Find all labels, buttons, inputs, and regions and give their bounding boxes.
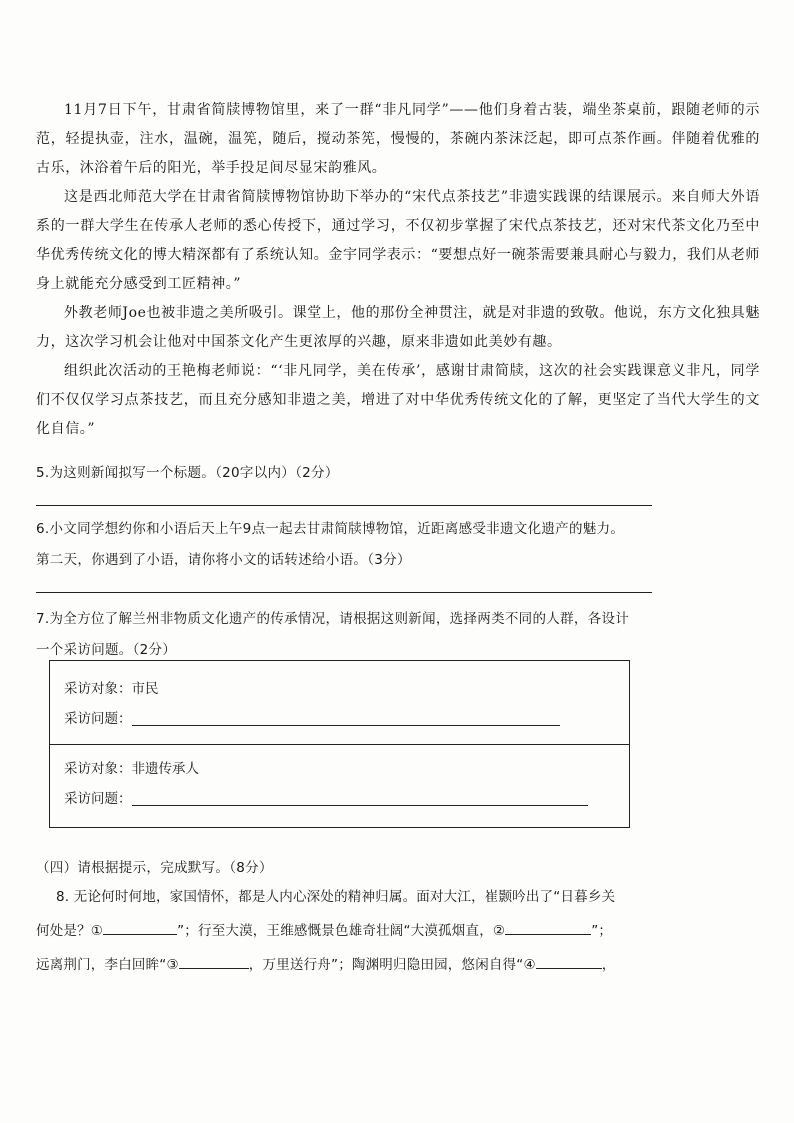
- interview-divider: [50, 744, 629, 745]
- blank-1[interactable]: [103, 920, 177, 935]
- q8-line-2-b: ”；行至大漠，王维感慨景色雄奇壮阔“大漠孤烟直，②: [177, 923, 506, 939]
- question-7: [36, 604, 756, 666]
- q8-line-2-a: 何处是？①: [36, 923, 104, 939]
- question-5: 5.为这则新闻拟写一个标题。（20字以内）（2分）: [36, 465, 339, 481]
- q8-line-3-b: ，万里送行舟”；陶渊明归隐田园，悠闲自得“④: [248, 957, 536, 973]
- q8-line-3-a: 远离荆门，李白回眸“③: [36, 957, 179, 973]
- q8-line-2: [36, 914, 760, 948]
- interview-table: [49, 660, 630, 828]
- blank-2[interactable]: [505, 920, 591, 935]
- interview-question-2-blank[interactable]: [132, 805, 588, 806]
- q8-line-3-c: ，: [601, 957, 616, 973]
- q5-answer-line[interactable]: [36, 505, 652, 506]
- q7-line-2: 一个采访问题。（2分）: [36, 642, 177, 658]
- blank-3[interactable]: [179, 954, 249, 969]
- news-article: [36, 96, 760, 444]
- q8-line-3: [36, 948, 760, 982]
- news-paragraph-2: 这是西北师范大学在甘肃省简牍博物馆协助下举办的“宋代点茶技艺”非遗实践课的结课展示。来自师大外语系的一群大学生在传承人老师的悉心传授下，通过学习，不仅初步掌握了宋代点茶技艺，还对宋代茶文化乃至中华优秀传统文化的博大精深都有了系统认知。金宇同学表示：“要想点好一碗茶需要兼具耐心与毅力，我们从老师身上就能充分感受到工匠精神。”: [36, 189, 760, 292]
- interview-target-2: 采访对象：非遗传承人: [64, 761, 199, 777]
- section-4-heading: （四）请根据提示，完成默写。（8分）: [36, 860, 273, 876]
- question-6: [36, 514, 756, 576]
- q8-line-2-c: ”；: [591, 923, 613, 939]
- q7-line-1: 7.为全方位了解兰州非物质文化遗产的传承情况，请根据这则新闻，选择两类不同的人群，各设计: [36, 611, 630, 627]
- interview-target-1: 采访对象：市民: [64, 681, 159, 697]
- q6-line-1: 6.小文同学想约你和小语后天上午9点一起去甘肃简牍博物馆，近距离感受非遗文化遗产的魅力。: [36, 521, 625, 537]
- interview-question-label-2: 采访问题：: [64, 791, 132, 807]
- news-paragraph-1: 11月7日下午，甘肃省简牍博物馆里，来了一群“非凡同学”——他们身着古装，端坐茶桌前，跟随老师的示范，轻提执壶，注水，温碗，温筅，随后，搅动茶筅，慢慢的，茶碗内茶沫泛起，即可点茶作画。伴随着优雅的古乐，沐浴着午后的阳光，举手投足间尽显宋韵雅风。: [36, 102, 760, 176]
- question-8: [36, 880, 760, 982]
- q8-line-1: 8. 无论何时何地，家国情怀，都是人内心深处的精神归属。面对大江，崔颢吟出了“日暮乡关: [56, 889, 616, 905]
- interview-question-1-blank[interactable]: [132, 725, 560, 726]
- interview-question-label-1: 采访问题：: [64, 711, 132, 727]
- blank-4[interactable]: [536, 954, 602, 969]
- news-paragraph-4: 组织此次活动的王艳梅老师说：“‘非凡同学，美在传承’，感谢甘肃简牍，这次的社会实践课意义非凡，同学们不仅仅学习点茶技艺，而且充分感知非遗之美，增进了对中华优秀传统文化的了解，更坚定了当代大学生的文化自信。”: [36, 363, 760, 437]
- q6-line-2: 第二天，你遇到了小语，请你将小文的话转述给小语。（3分）: [36, 552, 411, 568]
- news-paragraph-3: 外教老师Joe也被非遗之美所吸引。课堂上，他的那份全神贯注，就是对非遗的致敬。他说，东方文化独具魅力，这次学习机会让他对中国茶文化产生更浓厚的兴趣，原来非遗如此美妙有趣。: [36, 305, 760, 350]
- q6-answer-line[interactable]: [36, 592, 652, 593]
